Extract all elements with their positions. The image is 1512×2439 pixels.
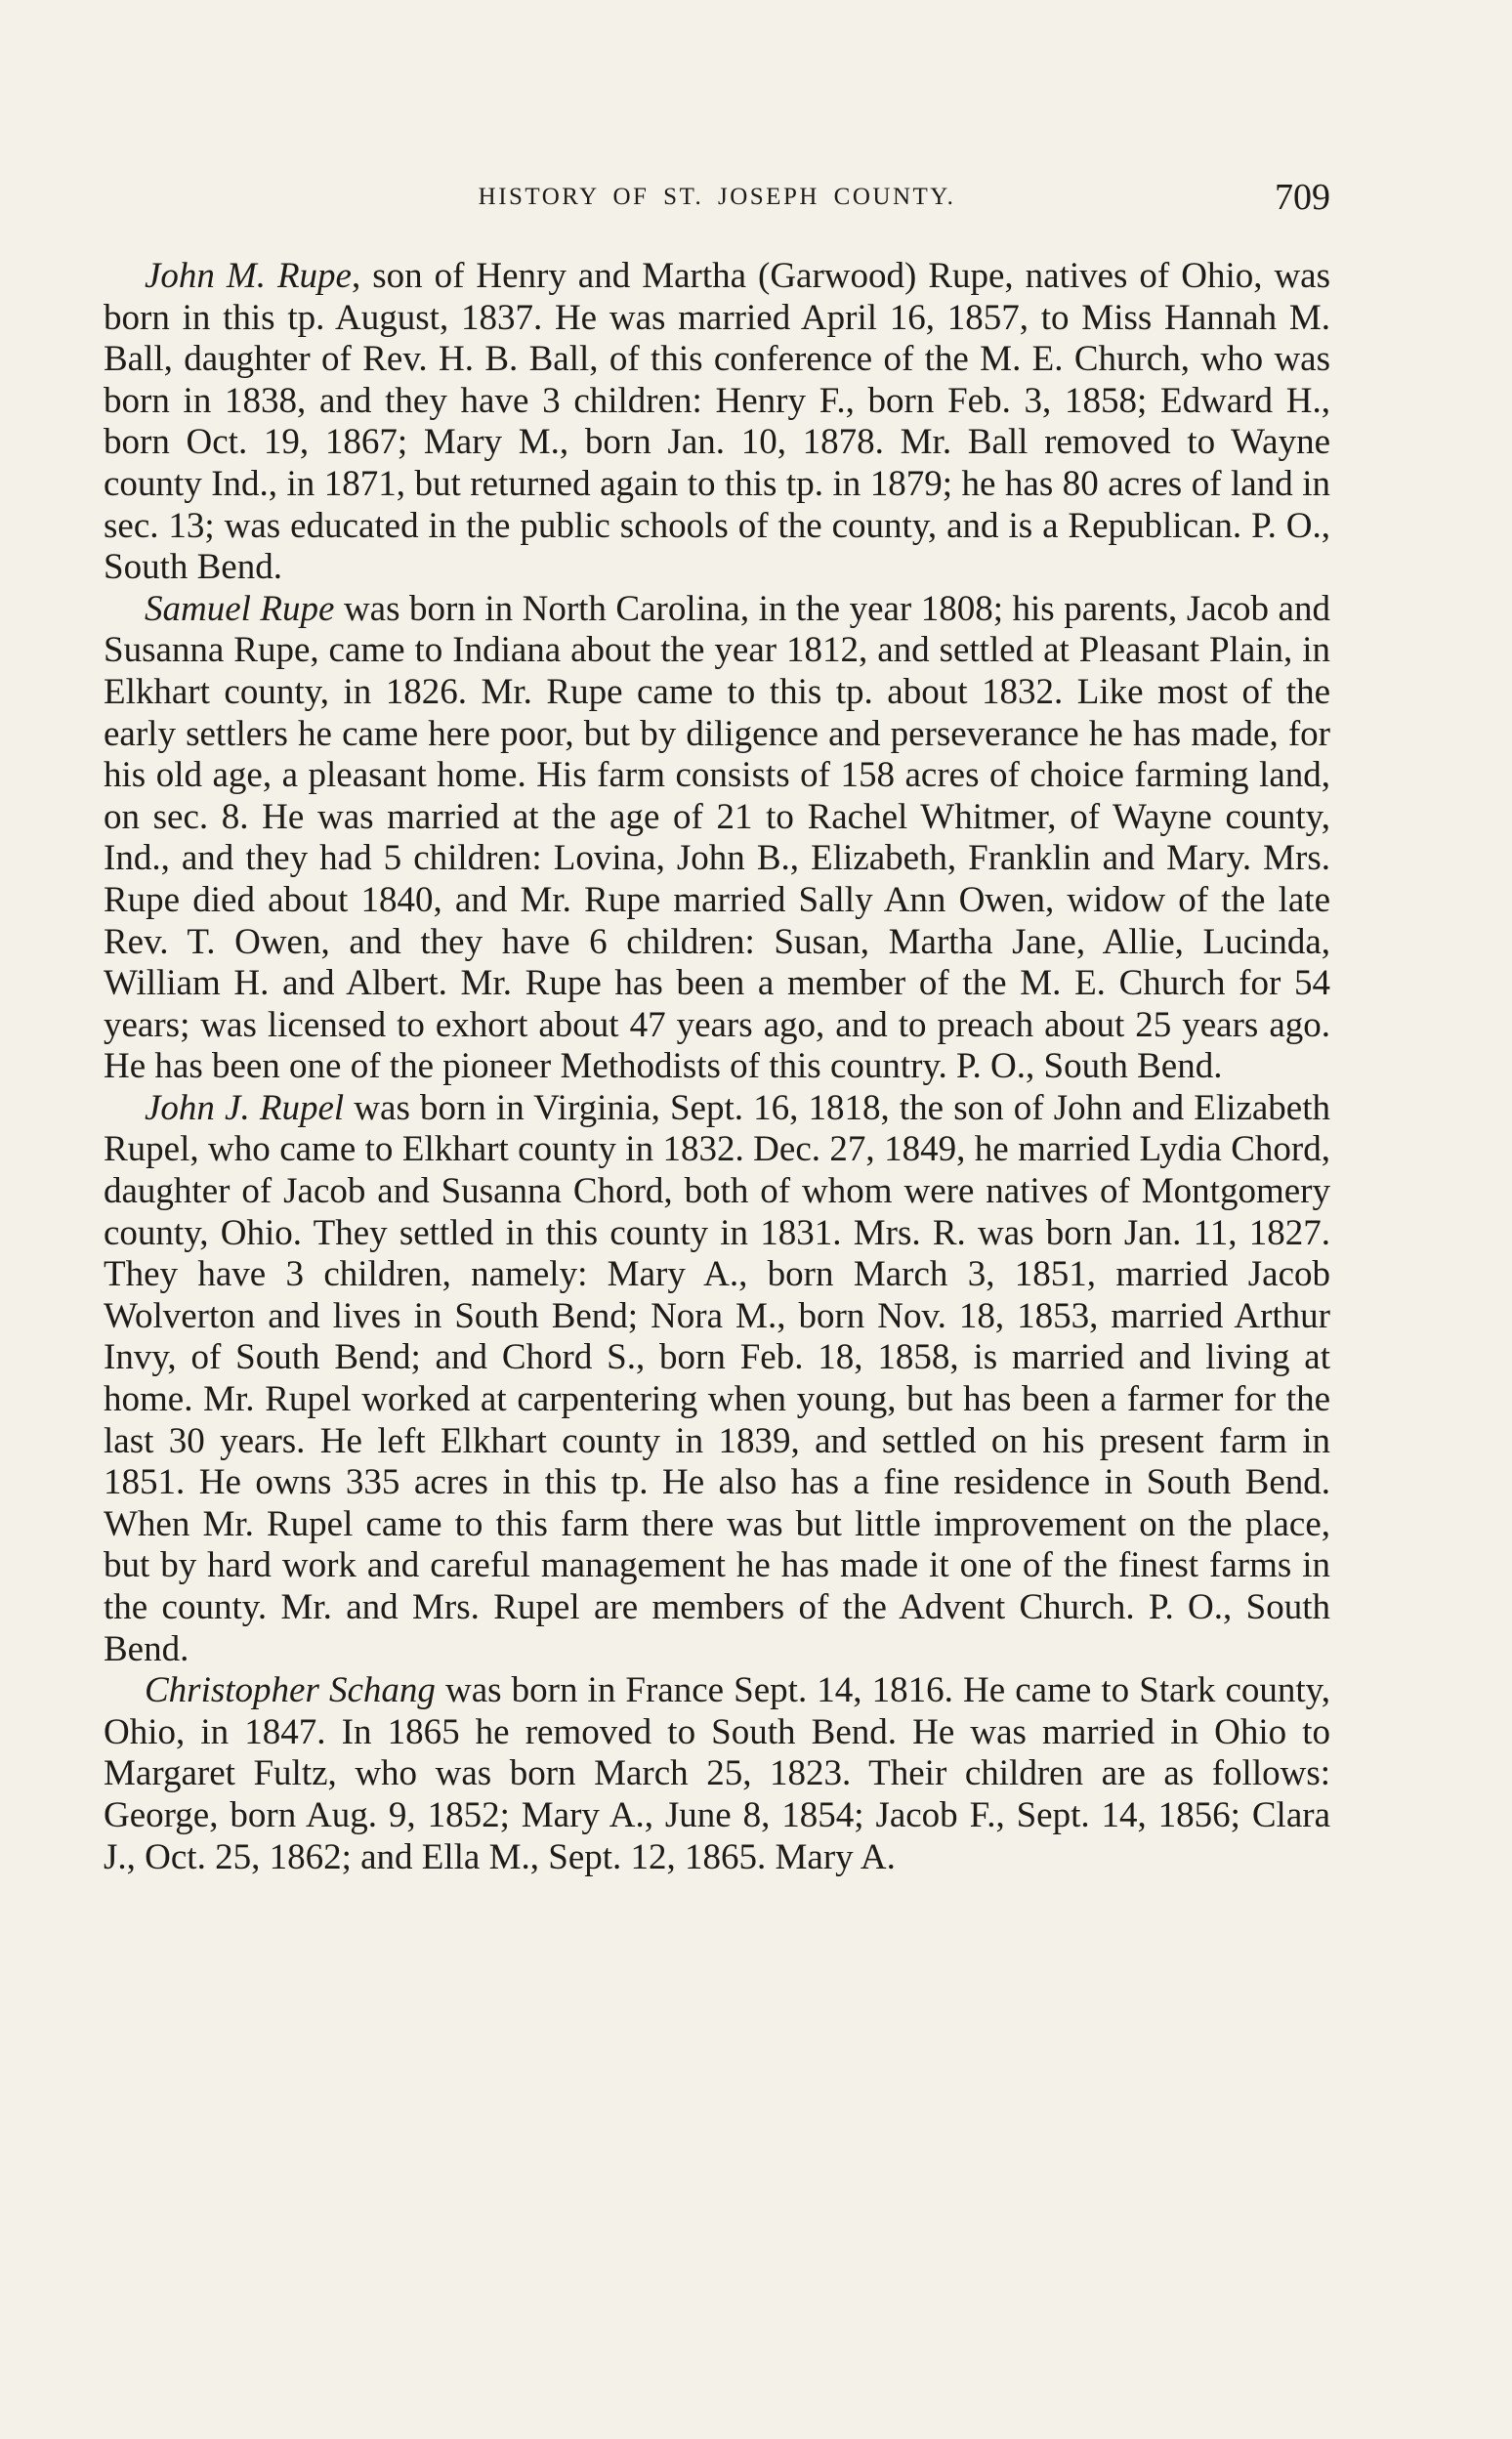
biography-name: Samuel Rupe [145,588,335,629]
biography-christopher-schang [104,1670,1330,1878]
biography-name: Christopher Schang [145,1670,436,1711]
biography-john-m-rupe [104,256,1330,589]
biography-text: , son of Henry and Martha (Garwood) Rupe, natives of Ohio, was born in this tp. August, 1837. He was married April 16, 1857, to Miss Hannah M. Ball, daughter of Rev. H. B. Ball, of this conference of the M. E. Church, who was born in 1838, and they have 3 children: Henry F., born Feb. 3, 1858; Edward H., born Oct. 19, 1867; Mary M., born Jan. 10, 1878. Mr. Ball removed to Wayne county Ind., in 1871, but returned again to this tp. in 1879; he has 80 acres of land in sec. 13; was educated in the public schools of the county, and is a Republican. P. O., South Bend. [104,256,1330,588]
biography-name: John M. Rupe [145,256,352,296]
page-number: 709 [1275,177,1330,218]
running-title: HISTORY OF ST. JOSEPH COUNTY. [478,184,956,210]
biography-text: was born in North Carolina, in the year 1808; his parents, Jacob and Susanna Rupe, came to Indiana about the year 1812, and settled at Pleasant Plain, in Elkhart county, in 1826. Mr. Rupe came to this tp. about 1832. Like most of the early settlers he came here poor, but by diligence and perseverance he has made, for his old age, a pleasant home. His farm consists of 158 acres of choice farming land, on sec. 8. He was married at the age of 21 to Rachel Whitmer, of Wayne county, Ind., and they had 5 children: Lovina, John B., Elizabeth, Franklin and Mary. Mrs. Rupe died about 1840, and Mr. Rupe married Sally Ann Owen, widow of the late Rev. T. Owen, and they have 6 children: Susan, Martha Jane, Allie, Lucinda, William H. and Albert. Mr. Rupe has been a member of the M. E. Church for 54 years; was licensed to exhort about 47 years ago, and to preach about 25 years ago. He has been one of the pioneer Methodists of this country. P. O., South Bend. [104,588,1330,1087]
biography-john-j-rupel [104,1088,1330,1670]
biography-name: John J. Rupel [145,1087,345,1128]
biography-text: was born in France Sept. 14, 1816. He came to Stark county, Ohio, in 1847. In 1865 he removed to South Bend. He was married in Ohio to Margaret Fultz, who was born March 25, 1823. Their children are as follows: George, born Aug. 9, 1852; Mary A., June 8, 1854; Jacob F., Sept. 14, 1856; Clara J., Oct. 25, 1862; and Ella M., Sept. 12, 1865. Mary A. [104,1670,1331,1877]
page-header [104,176,1330,225]
biography-text: was born in Virginia, Sept. 16, 1818, the son of John and Elizabeth Rupel, who came to Elkhart county in 1832. Dec. 27, 1849, he married Lydia Chord, daughter of Jacob and Susanna Chord, both of whom were natives of Montgomery county, Ohio. They settled in this county in 1831. Mrs. R. was born Jan. 11, 1827. They have 3 children, namely: Mary A., born March 3, 1851, married Jacob Wolverton and lives in South Bend; Nora M., born Nov. 18, 1853, married Arthur Invy, of South Bend; and Chord S., born Feb. 18, 1858, is married and living at home. Mr. Rupel worked at carpentering when young, but has been a farmer for the last 30 years. He left Elkhart county in 1839, and settled on his present farm in 1851. He owns 335 acres in this tp. He also has a fine residence in South Bend. When Mr. Rupel came to this farm there was but little improvement on the place, but by hard work and careful management he has made it one of the finest farms in the county. Mr. and Mrs. Rupel are members of the Advent Church. P. O., South Bend. [104,1087,1330,1669]
body-text [104,256,1330,1878]
biography-samuel-rupe [104,589,1330,1088]
